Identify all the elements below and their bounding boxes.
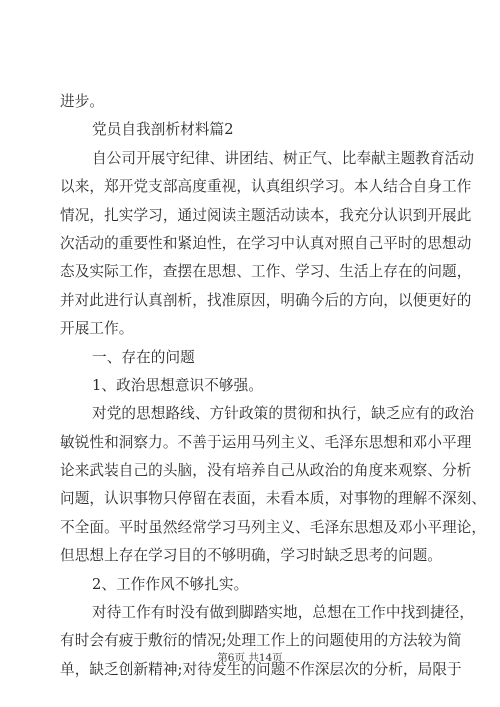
section-heading: 党员自我剖析材料篇2 (92, 121, 234, 139)
text-line: 问题，认识事物只停留在表面，未看本质，对事物的理解不深刻、 (60, 490, 487, 508)
text-line: 自公司开展守纪律、讲团结、树正气、比奉献主题教育活动 (92, 149, 475, 167)
text-line: 态及实际工作，查摆在思想、工作、学习、生活上存在的问题， (60, 263, 472, 281)
text-line: 对党的思想路线、方针政策的贯彻和执行，缺乏应有的政治 (92, 405, 475, 423)
text-line: 论来武装自己的头脑，没有培养自己从政治的角度来观察、分析 (60, 462, 472, 480)
text-line: 对待工作有时没有做到脚踏实地，总想在工作中找到捷径， (92, 604, 475, 622)
subsection-heading: 2、工作作风不够扎实。 (92, 575, 249, 593)
subsection-heading: 1、政治思想意识不够强。 (92, 376, 264, 394)
page-footer: 第6页 共14页 (217, 652, 283, 664)
text-line: 情况，扎实学习，通过阅读主题活动读本，我充分认识到开展此 (60, 206, 472, 224)
text-line: 敏锐性和洞察力。不善于运用马列主义、毛泽东思想和邓小平理 (60, 433, 472, 451)
text-line: 进步。 (60, 93, 105, 110)
text-line: 次活动的重要性和紧迫性，在学习中认真对照自己平时的思想动 (60, 234, 472, 252)
text-line: 但思想上存在学习目的不够明确，学习时缺乏思考的问题。 (60, 547, 443, 565)
text-line: 以来，郑开党支部高度重视，认真组织学习。本人结合自身工作 (60, 178, 472, 196)
document-body (60, 88, 487, 684)
text-line: 开展工作。 (60, 320, 134, 338)
section-heading: 一、存在的问题 (92, 348, 195, 366)
text-line: 并对此进行认真剖析，找准原因，明确今后的方向，以便更好的 (60, 291, 472, 309)
text-line: 有时会有疲于敷衍的情况;处理工作上的问题使用的方法较为简 (60, 632, 462, 650)
text-line: 不全面。平时虽然经常学习马列主义、毛泽东思想及邓小平理论， (60, 518, 487, 536)
text-line: 单，缺乏创新精神;对待发生的问题不作深层次的分析，局限于 (60, 660, 462, 678)
